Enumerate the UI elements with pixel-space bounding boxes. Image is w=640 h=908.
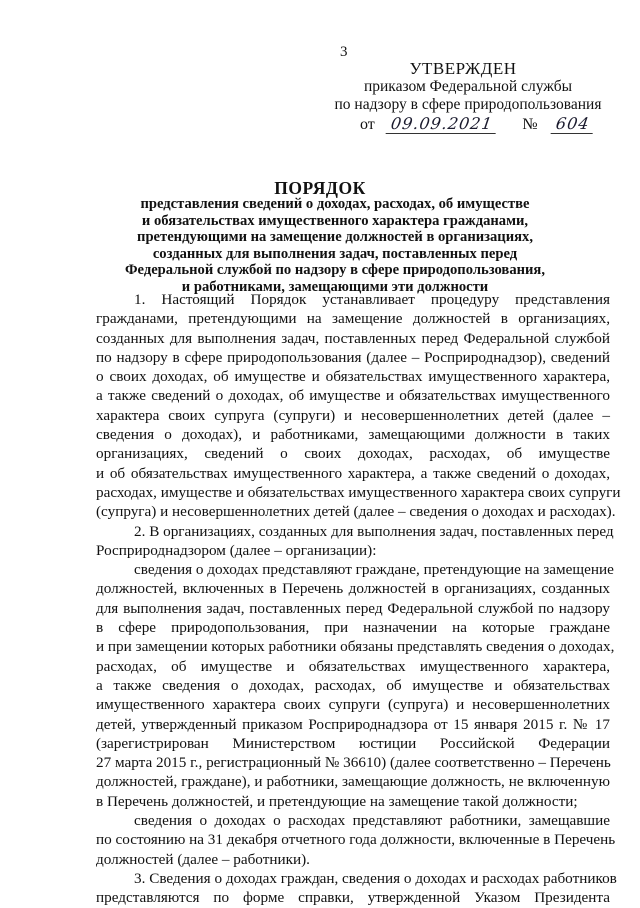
subtitle-line: и работниками, замещающими эти должности xyxy=(181,278,489,295)
page-number: 3 xyxy=(340,44,348,60)
order-number: 604 xyxy=(550,114,594,134)
document-title: ПОРЯДОК xyxy=(274,178,366,198)
body-line: по состоянию на 31 декабря отчетного года должности, включенные в Перечень xyxy=(96,831,616,849)
document-body xyxy=(96,290,621,908)
body-line: 1. Настоящий Порядок устанавливает процедуру представления xyxy=(134,291,610,308)
body-line: характера своих супруга (супруги) и несовершеннолетних детей (далее – xyxy=(96,406,610,424)
subtitle-line: представления сведений о доходах, расходах, об имуществе xyxy=(140,196,530,212)
body-line: гражданами, претендующими на замещение должностей в организациях, xyxy=(96,310,610,328)
number-label: № xyxy=(522,116,538,133)
body-line: для выполнения задач, поставленных перед Федеральной службой по надзору xyxy=(96,599,610,617)
body-line: расходах, имуществе и обязательствах имущественного характера своих супруги xyxy=(96,483,621,501)
subtitle-line: созданных для выполнения задач, поставленных перед xyxy=(152,245,518,262)
body-line: Росприроднадзором (далее – организации): xyxy=(96,541,377,559)
body-line: имущественного характера своих супруги (супруга) и несовершеннолетних xyxy=(96,696,610,714)
approval-approved: УТВЕРЖДЕН xyxy=(409,59,517,78)
body-line: организациях, сведений о своих доходах, расходах, об имуществе xyxy=(96,445,610,463)
body-line: 2. В организациях, созданных для выполнения задач, поставленных перед xyxy=(134,522,614,540)
body-line: о своих доходах, об имуществе и обязательствах имущественного характера, xyxy=(96,368,610,386)
from-label: от xyxy=(360,116,375,133)
subtitle-line: претендующими на замещение должностей в организациях, xyxy=(137,229,533,246)
body-line: должностей, граждане), и работники, замещающие должность, не включенную xyxy=(96,773,610,791)
order-date: 09.09.2021 xyxy=(385,114,497,134)
body-line: должностей, включенных в Перечень должностей в организациях, созданных xyxy=(96,580,610,598)
body-line: сведения о доходах представляют граждане, претендующие на замещение xyxy=(134,561,614,579)
body-line: и при замещении которых работники обязаны представлять сведения о доходах, xyxy=(96,638,615,656)
body-line: сведения о доходах), и работниками, замещающими должности в таких xyxy=(96,426,610,444)
body-line: (зарегистрирован Министерством юстиции Российской Федерации xyxy=(96,734,610,752)
body-line: (супруга) и несовершеннолетних детей (далее – сведения о доходах и расходах). xyxy=(96,503,616,521)
approval-service-line: по надзору в сфере природопользования xyxy=(334,96,602,113)
document-subtitle xyxy=(110,196,560,296)
approval-block xyxy=(318,60,618,114)
body-line: должностей (далее – работники). xyxy=(96,850,310,868)
subtitle-line: Федеральной службой по надзору в сфере природопользования, xyxy=(125,262,545,279)
body-line: а также сведения о доходах, расходах, об имуществе и обязательствах xyxy=(96,676,610,694)
body-line: 3. Сведения о доходах граждан, сведения о доходах и расходах работников xyxy=(134,869,617,887)
body-line: расходах, об имуществе и обязательствах имущественного характера, xyxy=(96,657,610,675)
approval-order-line: приказом Федеральной службы xyxy=(363,78,573,95)
order-date-number xyxy=(360,114,620,134)
body-line: представляются по форме справки, утвержденной Указом Президента xyxy=(96,889,610,907)
body-line: детей, утвержденный приказом Росприроднадзора от 15 января 2015 г. № 17 xyxy=(96,715,610,733)
body-line: и об обязательствах имущественного характера, а также сведений о доходах, xyxy=(96,464,610,482)
body-line: а также сведений о доходах, об имуществе и обязательствах имущественного xyxy=(96,387,610,405)
body-line: 27 марта 2015 г., регистрационный № 36610) (далее соответственно – Перечень xyxy=(96,754,611,772)
subtitle-line: и обязательствах имущественного характера гражданами, xyxy=(141,212,529,229)
body-line: в Перечень должностей, и претендующие на замещение такой должности; xyxy=(96,792,578,810)
body-line: созданных для выполнения задач, поставленных перед Федеральной службой xyxy=(96,329,610,347)
body-line: по надзору в сфере природопользования (далее – Росприроднадзор), сведений xyxy=(96,348,610,366)
body-line: в сфере природопользования, при назначении на которые граждане xyxy=(96,619,610,637)
body-line: сведения о доходах о расходах представляют работники, замещавшие xyxy=(134,812,610,830)
